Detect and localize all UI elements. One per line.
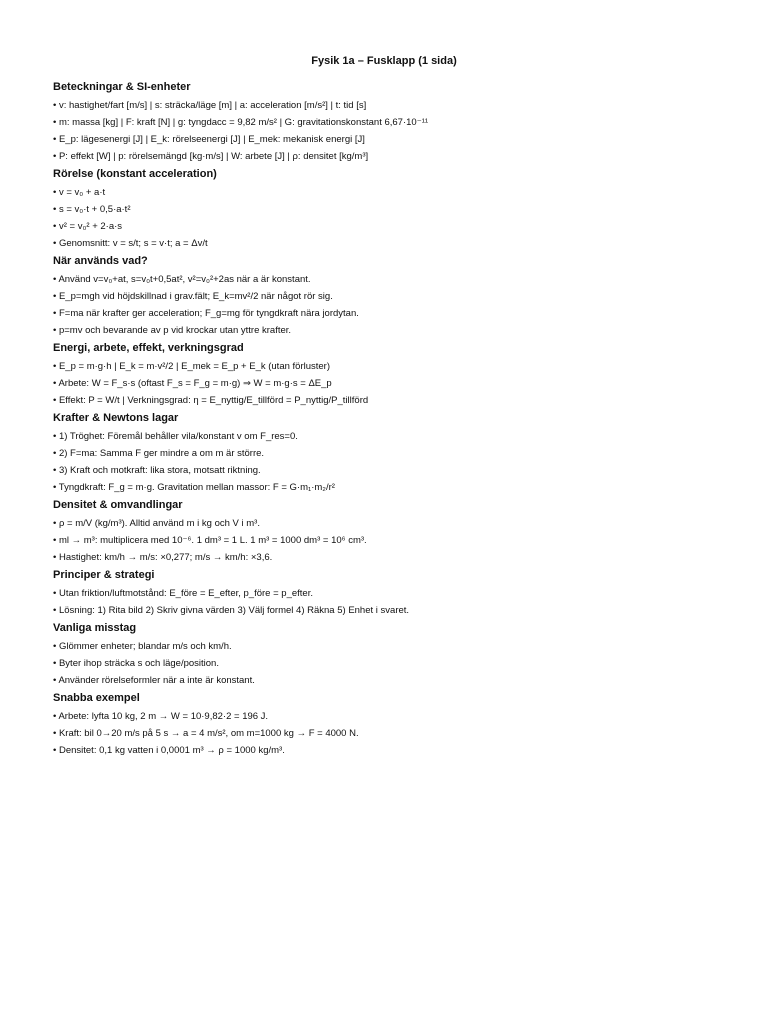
section-heading: Principer & strategi (53, 569, 155, 581)
list-item: • v² = v₀² + 2·a·s (53, 221, 123, 232)
list-item: • P: effekt [W] | p: rörelsemängd [kg·m/s] | W: arbete [J] | ρ: densitet [kg/m³] (53, 151, 369, 162)
section-density (53, 496, 733, 566)
list-item: • E_p=mgh vid höjdskillnad i grav.fält; E_k=mv²/2 när något rör sig. (53, 291, 333, 302)
section-heading: Vanliga misstag (53, 622, 137, 634)
list-item: • Arbete: lyfta 10 kg, 2 m → W = 10·9,82·2 = 196 J. (53, 711, 269, 722)
list-item: • s = v₀·t + 0,5·a·t² (53, 204, 131, 215)
section-heading: Snabba exempel (53, 692, 140, 704)
list-item: • v = v₀ + a·t (53, 187, 106, 198)
section-heading: När används vad? (53, 255, 148, 267)
list-item: • 3) Kraft och motkraft: lika stora, motsatt riktning. (53, 465, 261, 476)
section-heading: Densitet & omvandlingar (53, 499, 183, 511)
list-item: • Byter ihop sträcka s och läge/position. (53, 658, 219, 669)
section-motion (53, 165, 733, 252)
list-item: • v: hastighet/fart [m/s] | s: sträcka/läge [m] | a: acceleration [m/s²] | t: tid [s] (53, 100, 367, 111)
list-item: • Hastighet: km/h → m/s: ×0,277; m/s → km/h: ×3,6. (53, 552, 273, 563)
section-principles (53, 566, 733, 619)
section-common-mistakes (53, 619, 733, 689)
list-item: • Utan friktion/luftmotstånd: E_före = E_efter, p_före = p_efter. (53, 588, 313, 599)
list-item: • Lösning: 1) Rita bild 2) Skriv givna värden 3) Välj formel 4) Räkna 5) Enhet i svaret. (53, 605, 410, 616)
section-forces (53, 409, 733, 496)
section-quick-examples (53, 689, 733, 759)
list-item: • Effekt: P = W/t | Verkningsgrad: η = E_nyttig/E_tillförd = P_nyttig/P_tillförd (53, 395, 369, 406)
list-item: • Tyngdkraft: F_g = m·g. Gravitation mellan massor: F = G·m₁·m₂/r² (53, 482, 335, 493)
section-notation (53, 78, 733, 165)
list-item: • Kraft: bil 0→20 m/s på 5 s → a = 4 m/s², om m=1000 kg → F = 4000 N. (53, 728, 359, 739)
list-item: • Genomsnitt: v = s/t; s = v·t; a = Δv/t (53, 238, 208, 249)
list-item: • Arbete: W = F_s·s (oftast F_s = F_g = m·g) ⇒ W = m·g·s = ΔE_p (53, 378, 332, 389)
document-title: Fysik 1a – Fusklapp (1 sida) (311, 55, 457, 67)
section-heading: Krafter & Newtons lagar (53, 412, 179, 424)
section-heading: Rörelse (konstant acceleration) (53, 168, 217, 180)
section-when-to-use (53, 252, 733, 339)
list-item: • 2) F=ma: Samma F ger mindre a om m är större. (53, 448, 265, 459)
list-item: • F=ma när krafter ger acceleration; F_g=mg för tyngdkraft nära jordytan. (53, 308, 359, 319)
list-item: • Glömmer enheter; blandar m/s och km/h. (53, 641, 232, 652)
list-item: • E_p = m·g·h | E_k = m·v²/2 | E_mek = E_p + E_k (utan förluster) (53, 361, 331, 372)
list-item: • Använder rörelseformler när a inte är konstant. (53, 675, 255, 686)
list-item: • Densitet: 0,1 kg vatten i 0,0001 m³ → ρ = 1000 kg/m³. (53, 745, 285, 756)
list-item: • ρ = m/V (kg/m³). Alltid använd m i kg och V i m³. (53, 518, 260, 529)
document-content (53, 78, 733, 759)
list-item: • E_p: lägesenergi [J] | E_k: rörelseenergi [J] | E_mek: mekanisk energi [J] (53, 134, 365, 145)
section-energy (53, 339, 733, 409)
section-heading: Energi, arbete, effekt, verkningsgrad (53, 342, 244, 354)
list-item: • m: massa [kg] | F: kraft [N] | g: tyngdacc = 9,82 m/s² | G: gravitationskonstant 6,67·10⁻¹¹ (53, 117, 429, 128)
list-item: • 1) Tröghet: Föremål behåller vila/konstant v om F_res=0. (53, 431, 298, 442)
section-heading: Beteckningar & SI-enheter (53, 81, 191, 93)
list-item: • ml → m³: multiplicera med 10⁻⁶. 1 dm³ = 1 L. 1 m³ = 1000 dm³ = 10⁶ cm³. (53, 535, 367, 546)
list-item: • p=mv och bevarande av p vid krockar utan yttre krafter. (53, 325, 292, 336)
list-item: • Använd v=v₀+at, s=v₀t+0,5at², v²=v₀²+2as när a är konstant. (53, 274, 311, 285)
